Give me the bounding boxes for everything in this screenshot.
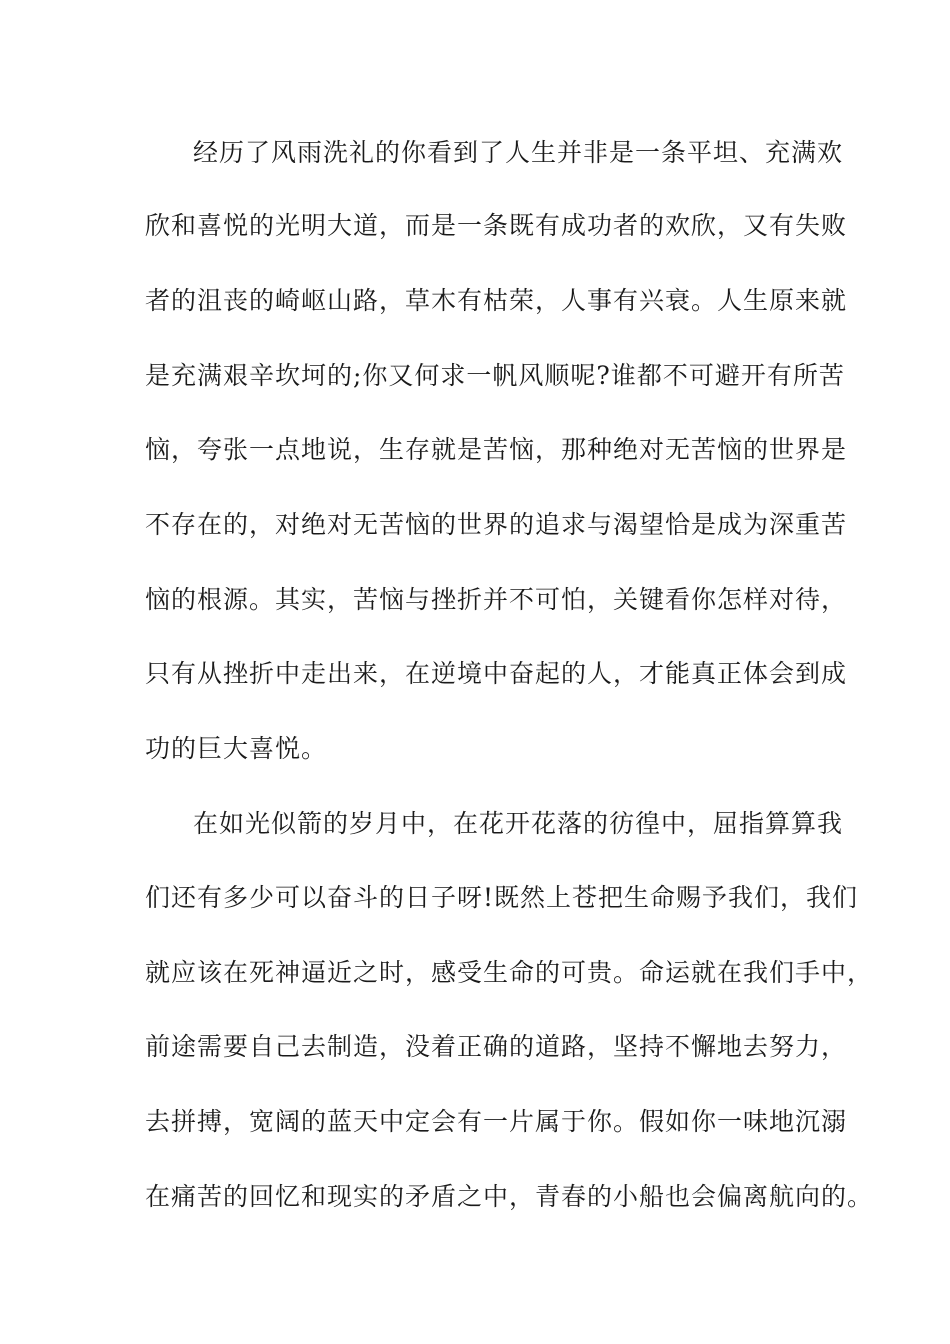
- text-line: 恼的根源。其实，苦恼与挫折并不可怕，关键看你怎样对待，: [145, 585, 848, 614]
- text-line: 们还有多少可以奋斗的日子呀!既然上苍把生命赐予我们，我们: [145, 883, 859, 912]
- text-line: 在如光似箭的岁月中，在花开花落的彷徨中，屈指算算我: [193, 809, 844, 838]
- text-line: 前途需要自己去制造，没着正确的道路，坚持不懈地去努力，: [145, 1032, 848, 1061]
- text-line: 在痛苦的回忆和现实的矛盾之中，青春的小船也会偏离航向的。: [145, 1182, 874, 1211]
- text-line: 欣和喜悦的光明大道，而是一条既有成功者的欢欣，又有失败: [145, 211, 848, 240]
- text-line: 者的沮丧的崎岖山路，草木有枯荣，人事有兴衰。人生原来就: [145, 286, 848, 315]
- text-line: 只有从挫折中走出来，在逆境中奋起的人，才能真正体会到成: [145, 659, 848, 688]
- text-line: 去拼搏，宽阔的蓝天中定会有一片属于你。假如你一味地沉溺: [145, 1107, 848, 1136]
- text-line: 经历了风雨洗礼的你看到了人生并非是一条平坦、充满欢: [193, 138, 844, 167]
- text-line: 功的巨大喜悦。: [145, 734, 328, 763]
- text-line: 恼，夸张一点地说，生存就是苦恼，那种绝对无苦恼的世界是: [145, 435, 848, 464]
- text-line: 不存在的，对绝对无苦恼的世界的追求与渴望恰是成为深重苦: [145, 510, 848, 539]
- text-line: 是充满艰辛坎坷的;你又何求一帆风顺呢?谁都不可避开有所苦: [145, 361, 845, 390]
- text-line: 就应该在死神逼近之时，感受生命的可贵。命运就在我们手中，: [145, 958, 874, 987]
